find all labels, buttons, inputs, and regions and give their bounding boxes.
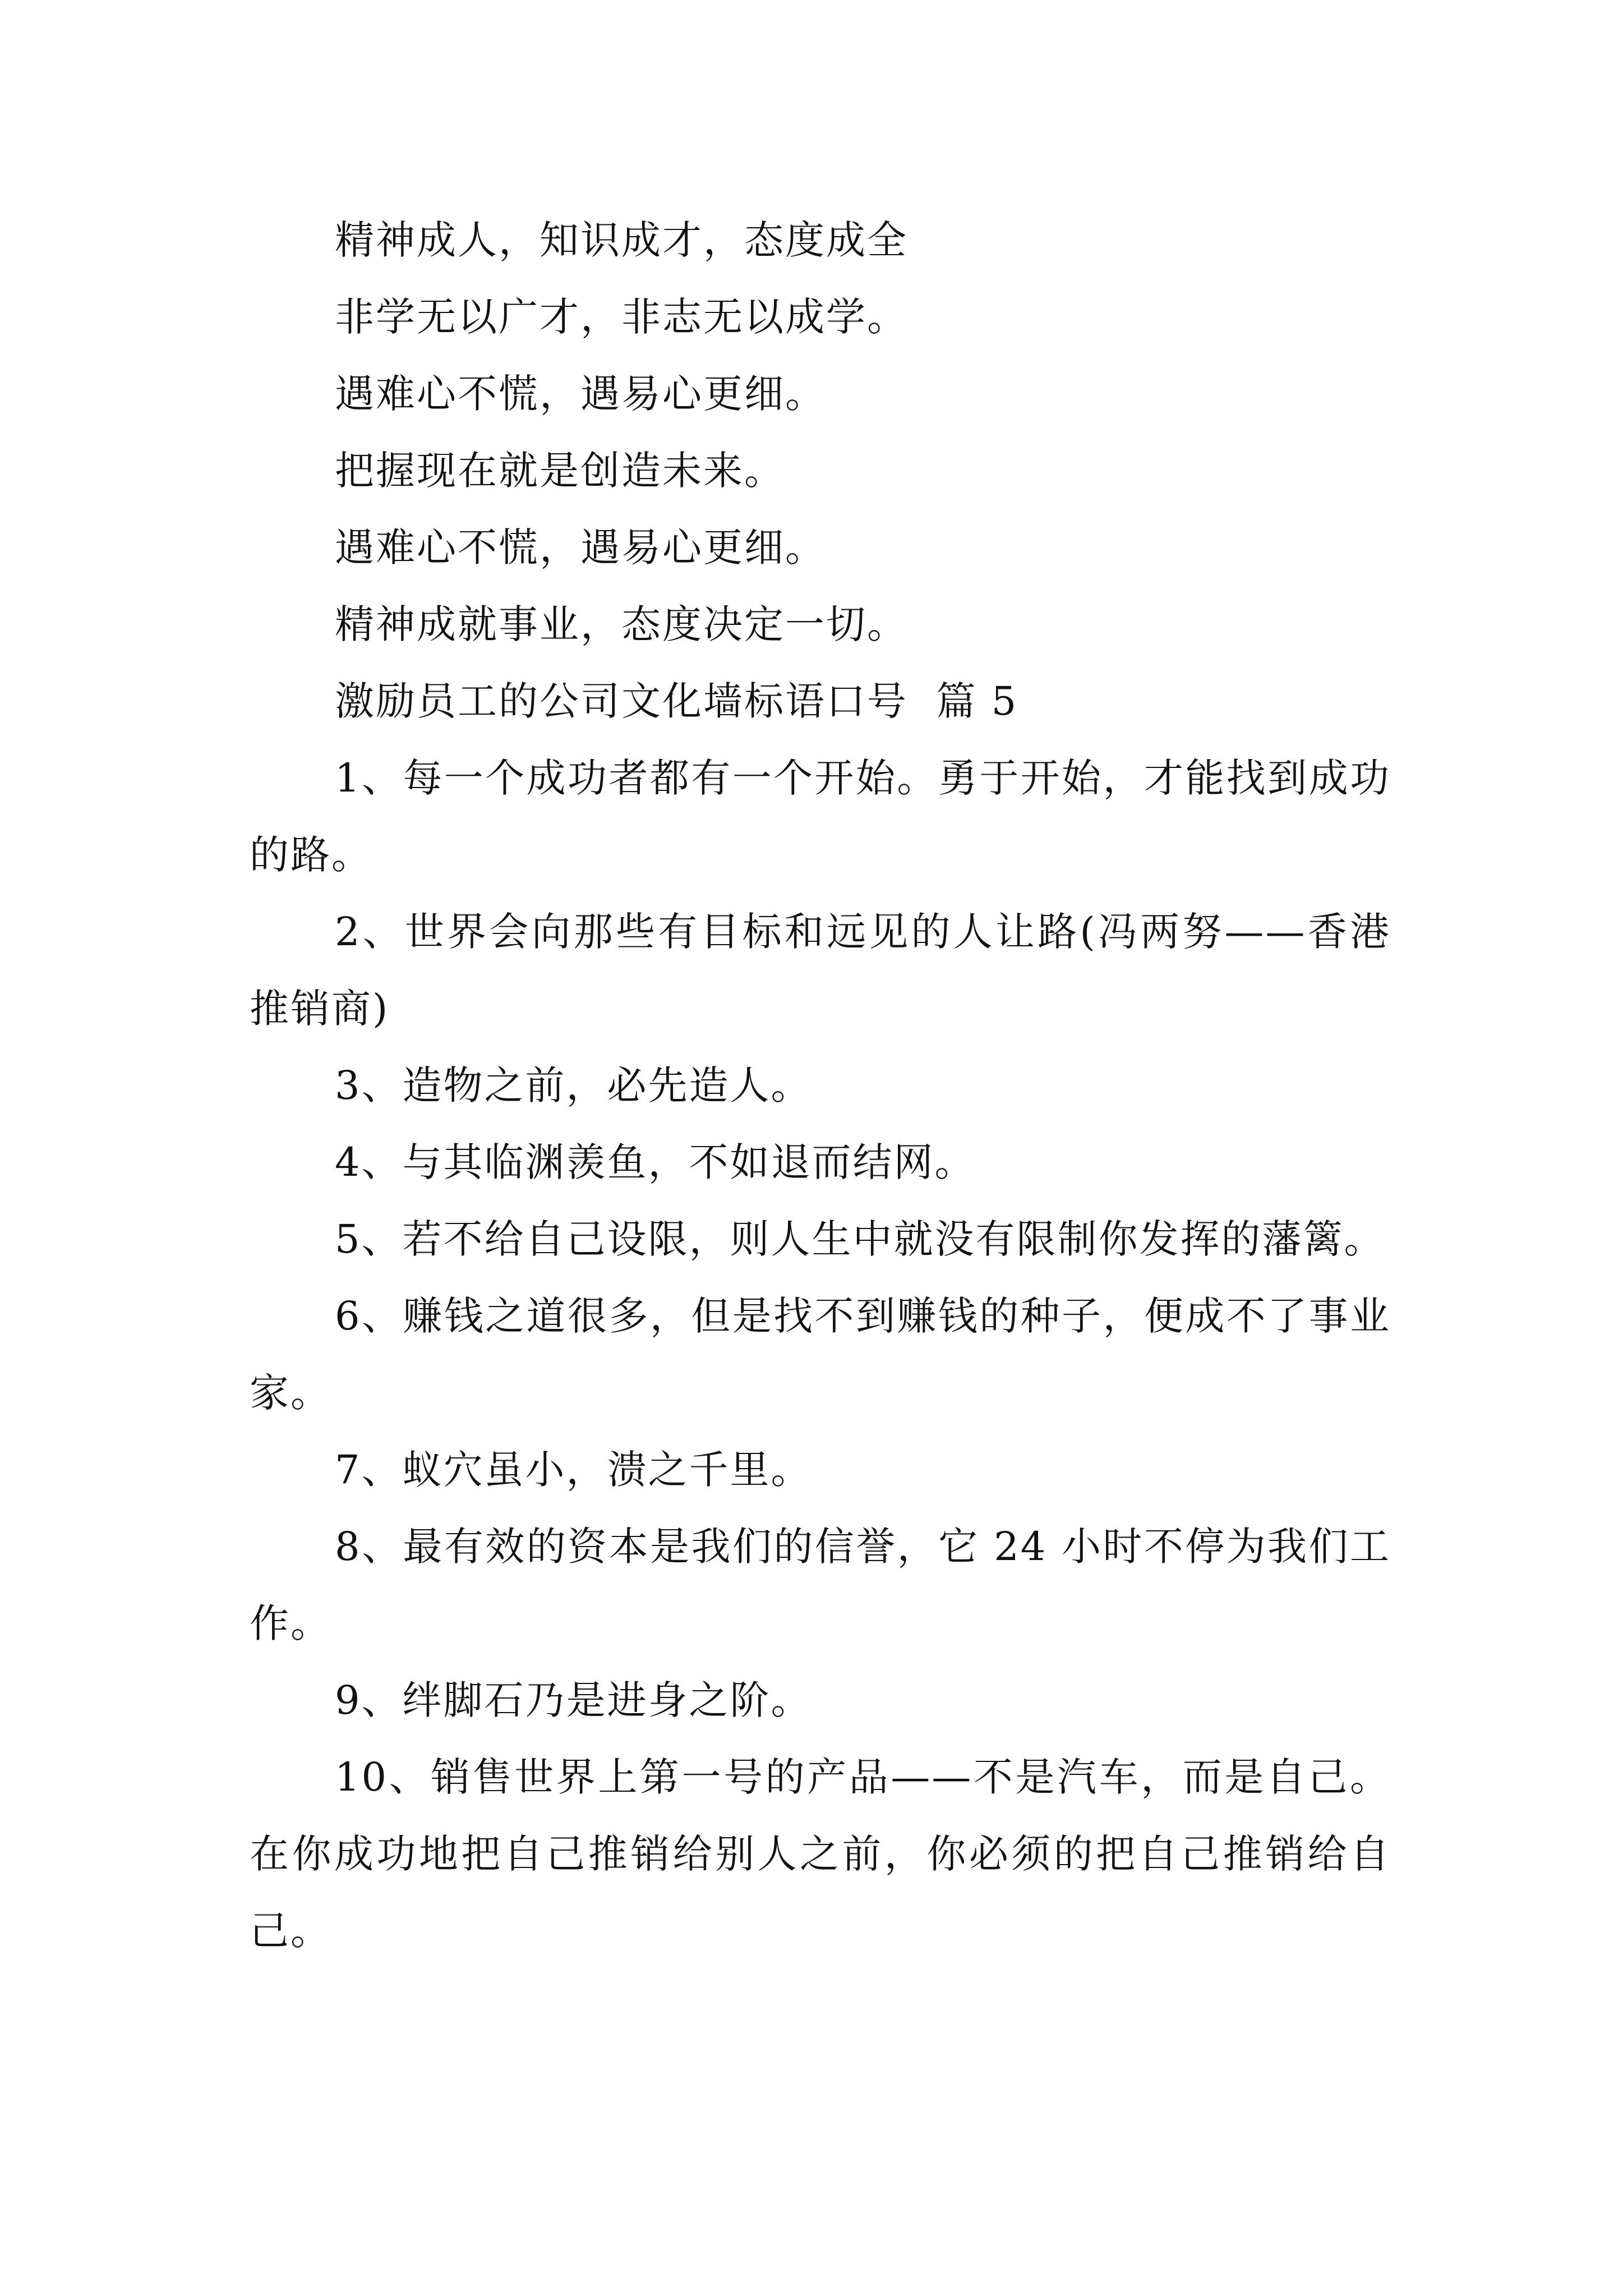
slogan-line: 遇难心不慌，遇易心更细。: [335, 524, 826, 570]
list-item: 9、绊脚石乃是进身之阶。: [335, 1677, 812, 1723]
slogan-line: 精神成就事业，态度决定一切。: [335, 601, 908, 647]
list-item: 5、若不给自己设限，则人生中就没有限制你发挥的藩篱。: [335, 1216, 1385, 1262]
slogan-line: 非学无以广才，非志无以成学。: [335, 294, 908, 340]
list-item: 2、世界会向那些有目标和远见的人让路(冯两努——香港推销商): [250, 909, 1391, 1032]
section-heading: 激励员工的公司文化墙标语口号 篇 5: [335, 678, 1018, 724]
slogan-line: 精神成人，知识成才，态度成全: [335, 217, 908, 263]
list-item: 3、造物之前，必先造人。: [335, 1062, 812, 1108]
document-body: [250, 202, 1391, 1970]
list-item: 4、与其临渊羡鱼，不如退而结网。: [335, 1139, 976, 1185]
slogan-line: 遇难心不慌，遇易心更细。: [335, 371, 826, 417]
slogan-line: 把握现在就是创造未来。: [335, 448, 785, 494]
list-item: 6、赚钱之道很多，但是找不到赚钱的种子，便成不了事业家。: [250, 1293, 1391, 1416]
list-item: 1、每一个成功者都有一个开始。勇于开始，才能找到成功的路。: [250, 755, 1391, 878]
list-item: 10、销售世界上第一号的产品——不是汽车，而是自己。在你成功地把自己推销给别人之前，你必须的把自己推销给自己。: [250, 1754, 1391, 1954]
list-item: 8、最有效的资本是我们的信誉，它 24 小时不停为我们工作。: [250, 1524, 1391, 1646]
list-item: 7、蚁穴虽小，溃之千里。: [335, 1447, 812, 1493]
